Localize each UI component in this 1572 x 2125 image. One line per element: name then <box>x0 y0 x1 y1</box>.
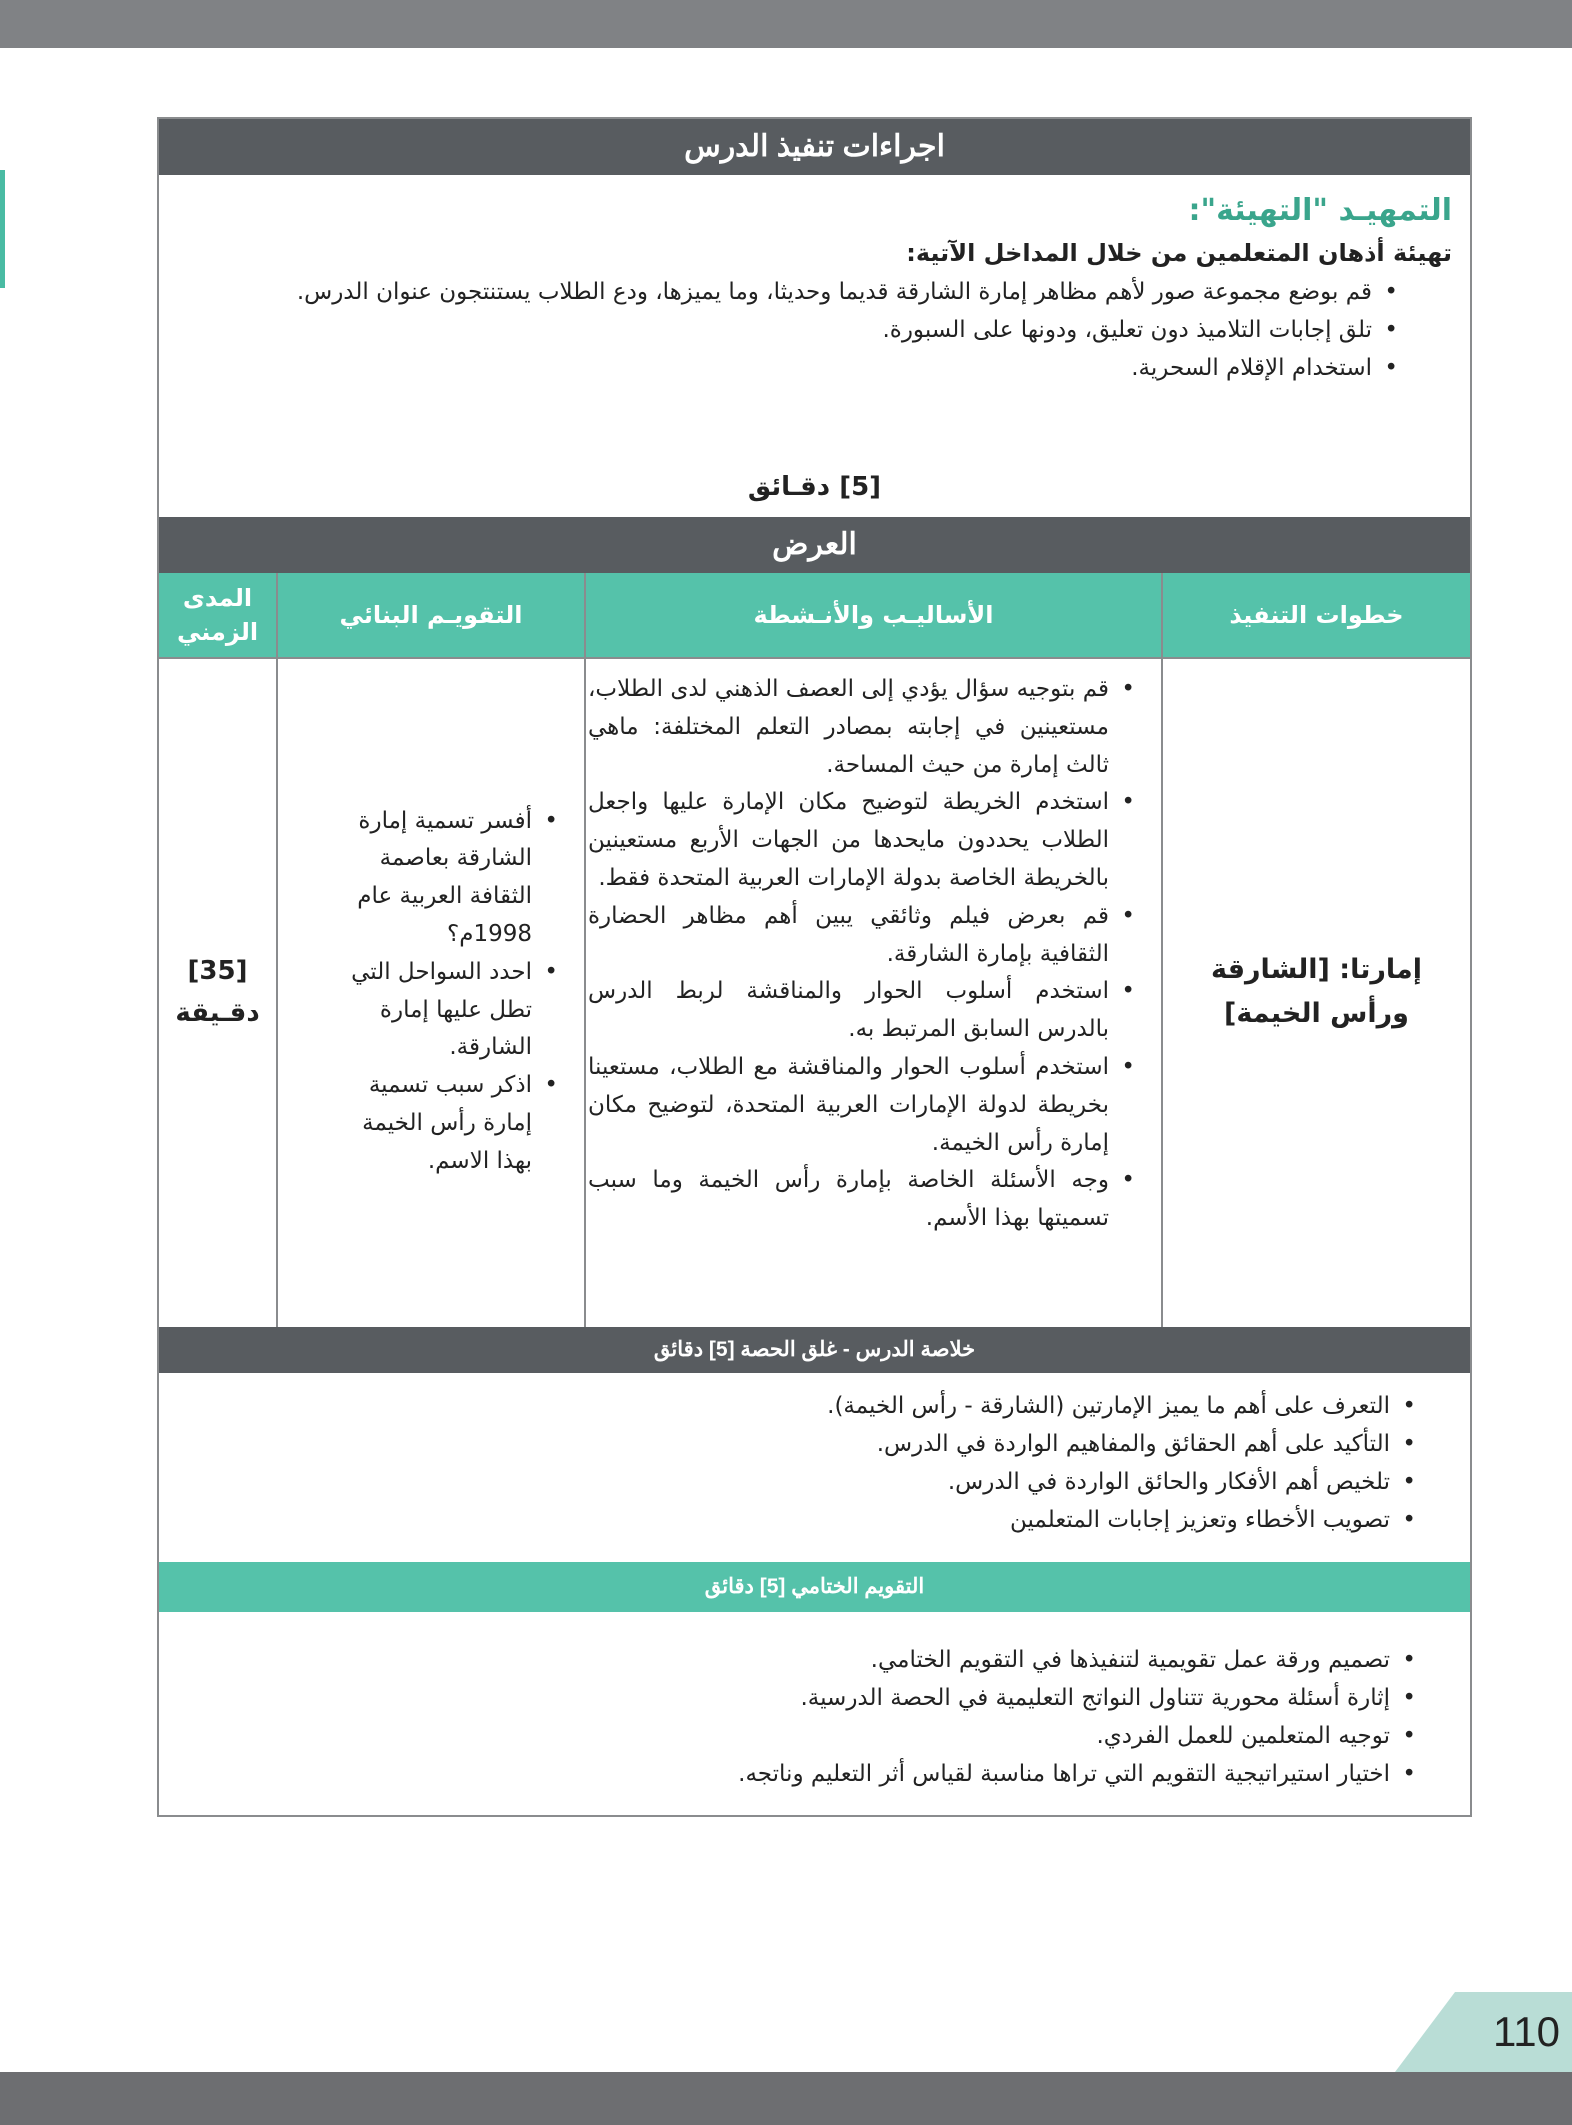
list-item: • احدد السواحل التي تطل عليها إمارة الشارقة. <box>322 954 532 1067</box>
final-assessment-list <box>167 1641 1452 1793</box>
final-assessment-section <box>167 1641 1452 1811</box>
summary-heading: خلاصة الدرس - غلق الحصة [5] دقائق <box>159 1327 1470 1373</box>
list-item: • استخدم أسلوب الحوار والمناقشة لربط الدرس بالدرس السابق المرتبط به. <box>588 973 1109 1049</box>
methods-cell <box>588 671 1153 1326</box>
top-bar <box>0 0 1572 48</box>
assessment-list <box>322 803 580 1181</box>
time-text: [35] دقـيقة <box>175 955 260 1028</box>
lesson-procedures-title: اجراءات تنفيذ الدرس <box>159 119 1470 175</box>
page-number: 110 <box>1493 2008 1560 2055</box>
list-item: • تلخيص أهم الأفكار والحائق الواردة في الدرس. <box>167 1463 1390 1501</box>
column-divider <box>584 573 586 1327</box>
list-item: • التعرف على أهم ما يميز الإمارتين (الشارقة - رأس الخيمة). <box>167 1387 1390 1425</box>
step-cell <box>1163 659 1470 1324</box>
intro-subheading: تهيئة أذهان المتعلمين من خلال المداخل الآتية: <box>906 239 1452 267</box>
list-item: • تلق إجابات التلاميذ دون تعليق، ودونها على السبورة. <box>167 311 1372 349</box>
header-methods: الأساليـب والأنـشطة <box>753 601 994 629</box>
list-item: • اذكر سبب تسمية إمارة رأس الخيمة بهذا الاسم. <box>322 1067 532 1180</box>
header-steps: خطوات التنفيذ <box>1229 601 1404 629</box>
header-time: المدى الزمني <box>176 584 259 646</box>
presentation-heading: العرض <box>159 517 1470 573</box>
list-item: • أفسر تسمية إمارة الشارقة بعاصمة الثقافة العربية عام 1998م؟ <box>322 803 532 954</box>
column-divider <box>276 573 278 1327</box>
summary-list <box>167 1387 1452 1539</box>
intro-bullets <box>167 273 1452 387</box>
time-cell <box>159 659 276 1324</box>
bottom-bar <box>0 2072 1572 2125</box>
list-item: • استخدم أسلوب الحوار والمناقشة مع الطلاب، مستعينا بخريطة لدولة الإمارات العربية المتحدة، لتوضيح مكان إمارة رأس الخيمة. <box>588 1049 1109 1162</box>
header-assessment: التقويـم البنائي <box>339 601 523 629</box>
methods-list <box>588 671 1153 1238</box>
list-item: • قم بتوجيه سؤال يؤدي إلى العصف الذهني لدى الطلاب، مستعينين في إجابته بمصادر التعلم المختلفة: ماهي ثالث إمارة من حيث المساحة. <box>588 671 1109 784</box>
presentation-header-row <box>159 573 1470 657</box>
list-item: • توجيه المتعلمين للعمل الفردي. <box>167 1717 1390 1755</box>
list-item: • قم بعرض فيلم وثائقي يبين أهم مظاهر الحضارة الثقافية بإمارة الشارقة. <box>588 898 1109 974</box>
list-item: • إثارة أسئلة محورية تتناول النواتج التعليمية في الحصة الدرسية. <box>167 1679 1390 1717</box>
intro-heading: التمهيـد "التهيئة": <box>1188 193 1452 228</box>
list-item: • تصميم ورقة عمل تقويمية لتنفيذها في التقويم الختامي. <box>167 1641 1390 1679</box>
summary-section <box>167 1387 1452 1547</box>
list-item: • وجه الأسئلة الخاصة بإمارة رأس الخيمة وما سبب تسميتها بهذا الأسم. <box>588 1162 1109 1238</box>
intro-duration: [5] دقـائق <box>747 472 882 502</box>
list-item: • استخدام الإقلام السحرية. <box>167 349 1372 387</box>
assessment-cell <box>280 659 580 1324</box>
list-item: • اختيار استيراتيجية التقويم التي تراها مناسبة لقياس أثر التعليم وناتجه. <box>167 1755 1390 1793</box>
step-text: إمارتا: [الشارقة ورأس الخيمة] <box>1210 953 1423 1029</box>
list-item: • تصويب الأخطاء وتعزيز إجابات المتعلمين <box>167 1501 1390 1539</box>
lesson-table <box>157 117 1472 1817</box>
list-item: • التأكيد على أهم الحقائق والمفاهيم الواردة في الدرس. <box>167 1425 1390 1463</box>
side-tab <box>0 170 5 288</box>
list-item: • استخدم الخريطة لتوضيح مكان الإمارة عليها واجعل الطلاب يحددون مايحدها من الجهات الأربع مستعينين بالخريطة الخاصة بدولة الإمارات العربية المتحدة فقط. <box>588 784 1109 897</box>
final-assessment-heading: التقويم الختامي [5] دقائق <box>159 1562 1470 1612</box>
list-item: • قم بوضع مجموعة صور لأهم مظاهر إمارة الشارقة قديما وحديثا، وما يميزها، ودع الطلاب يستنتجون عنوان الدرس. <box>167 273 1372 311</box>
